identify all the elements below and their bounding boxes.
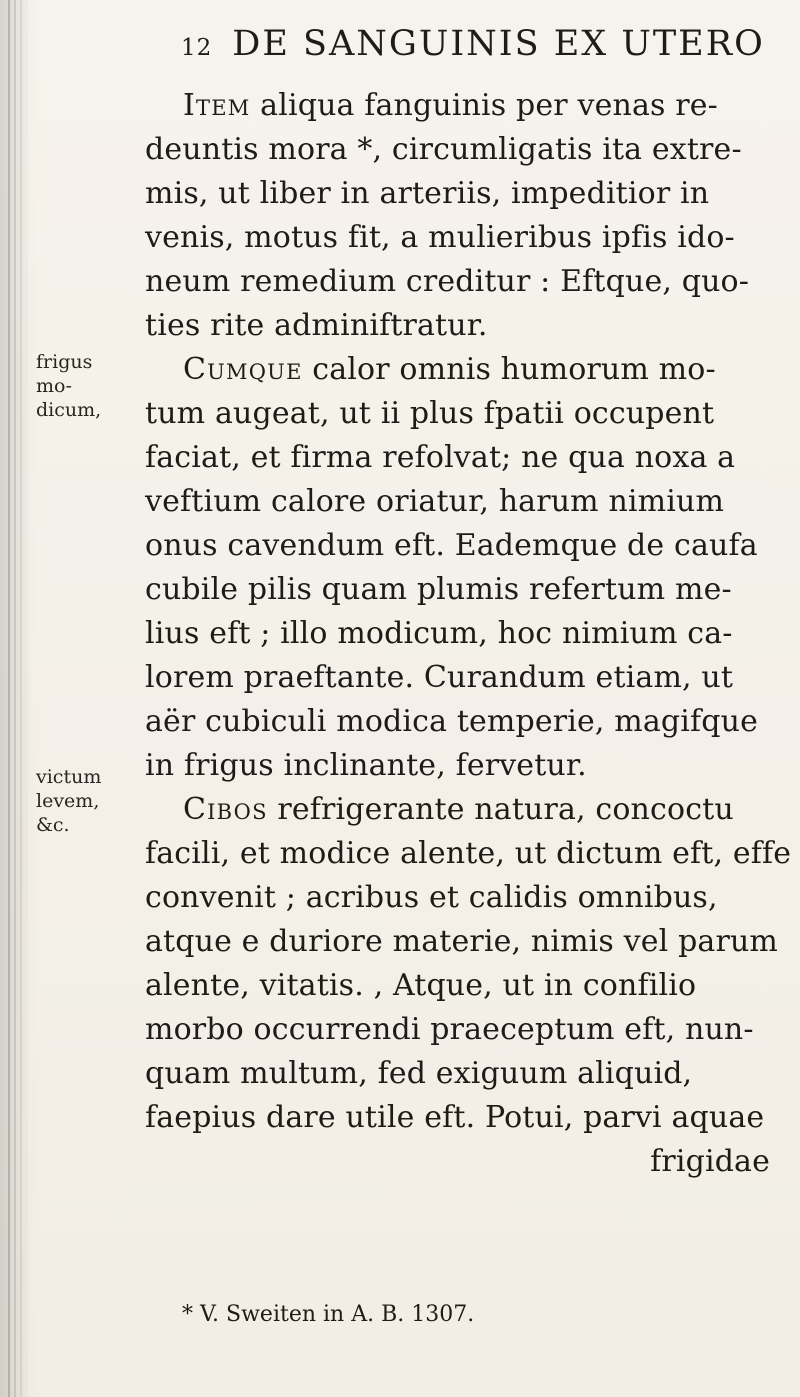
binding-line-2 — [14, 0, 16, 1397]
text-line-15: aër cubiculi modica temperie, magifque — [145, 704, 759, 739]
text-line-20: atque e duriore materie, nimis vel parum — [145, 924, 779, 959]
margin-note-line: frigus mo- — [36, 351, 93, 397]
text-line-2: deuntis mora *, circumligatis ita extre- — [145, 132, 742, 167]
text-line-19: convenit ; acribus et calidis omnibus, — [145, 880, 718, 915]
text-line-10: veftium calore oriatur, harum nimium — [145, 484, 725, 519]
page-gutter — [0, 0, 28, 1397]
text-line-14: lorem praeftante. Curandum etiam, ut — [145, 660, 734, 695]
text-line-23: quam multum, fed exiguum aliquid, — [145, 1056, 693, 1091]
margin-note-line: victum — [36, 766, 102, 788]
text-line-12: cubile pilis quam plumis refertum me- — [145, 572, 732, 607]
paragraph-incipit: Cumque — [183, 352, 303, 387]
text-line-11: onus cavendum eft. Eademque de caufa — [145, 528, 758, 563]
text-line-5: neum remedium creditur : Eftque, quo- — [145, 264, 750, 299]
paragraph-incipit: Item — [183, 88, 251, 123]
text-fragment: calor omnis humorum mo- — [302, 352, 716, 387]
margin-note-1 — [36, 350, 128, 422]
margin-note-line: levem, &c. — [36, 790, 100, 836]
paragraph-incipit: Cibos — [183, 792, 268, 827]
text-fragment: aliqua fanguinis per venas re- — [250, 88, 718, 123]
footnote: * V. Sweiten in A. B. 1307. — [182, 1302, 475, 1327]
running-head — [181, 24, 765, 64]
text-fragment: refrigerante natura, concoctu — [267, 792, 734, 827]
text-line-16: in frigus inclinante, fervetur. — [145, 748, 587, 783]
text-line-13: lius eft ; illo modicum, hoc nimium ca- — [145, 616, 733, 651]
margin-note-2 — [36, 765, 128, 837]
text-line-1 — [145, 84, 780, 128]
margin-note-line: dicum, — [36, 399, 102, 421]
text-line-24: faepius dare utile eft. Potui, parvi aquae — [145, 1100, 765, 1135]
page-number: 12 — [181, 35, 213, 61]
text-line-6: ties rite adminiftratur. — [145, 308, 488, 343]
text-line-22: morbo occurrendi praeceptum eft, nun- — [145, 1012, 754, 1047]
text-line-9: faciat, et firma refolvat; ne qua noxa a — [145, 440, 736, 475]
binding-line-1 — [8, 0, 10, 1397]
text-line-4: venis, motus fit, a mulieribus ipfis ido- — [145, 220, 735, 255]
text-line-25: frigidae — [650, 1144, 770, 1179]
body-text — [145, 84, 792, 1184]
text-line-21: alente, vitatis. , Atque, ut in confilio — [145, 968, 697, 1003]
text-line-17 — [145, 788, 780, 832]
text-line-7 — [145, 348, 780, 392]
binding-line-3 — [20, 0, 22, 1397]
text-line-18: facili, et modice alente, ut dictum eft, effe — [145, 836, 792, 871]
running-title: DE SANGUINIS EX UTERO — [232, 24, 765, 64]
text-line-3: mis, ut liber in arteriis, impeditior in — [145, 176, 710, 211]
text-line-8: tum augeat, ut ii plus fpatii occupent — [145, 396, 715, 431]
